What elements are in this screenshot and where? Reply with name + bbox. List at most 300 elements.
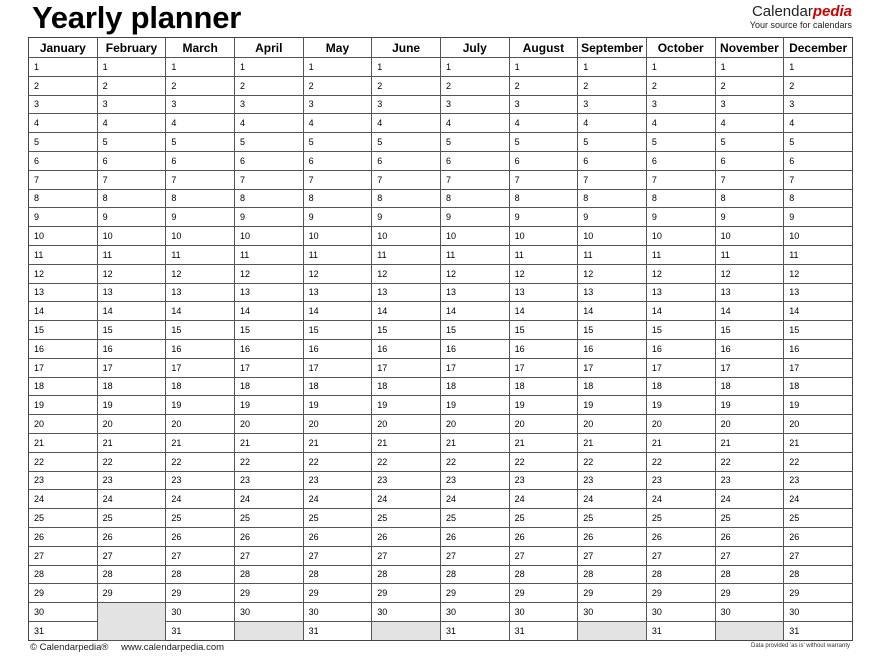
day-cell[interactable]: 23 xyxy=(784,471,853,490)
day-cell[interactable]: 11 xyxy=(29,245,98,264)
day-cell[interactable]: 6 xyxy=(29,151,98,170)
day-cell[interactable]: 14 xyxy=(29,302,98,321)
day-cell[interactable]: 3 xyxy=(166,95,235,114)
day-cell[interactable]: 27 xyxy=(29,546,98,565)
day-cell[interactable]: 15 xyxy=(166,321,235,340)
day-cell[interactable]: 10 xyxy=(715,227,784,246)
day-cell[interactable]: 17 xyxy=(509,358,578,377)
day-cell[interactable]: 2 xyxy=(372,76,441,95)
day-cell[interactable]: 17 xyxy=(303,358,372,377)
day-cell[interactable]: 27 xyxy=(715,546,784,565)
day-cell[interactable]: 18 xyxy=(166,377,235,396)
day-cell[interactable]: 31 xyxy=(784,621,853,640)
day-cell[interactable]: 13 xyxy=(646,283,715,302)
day-cell[interactable]: 25 xyxy=(784,509,853,528)
day-cell[interactable]: 29 xyxy=(440,584,509,603)
day-cell[interactable]: 12 xyxy=(784,264,853,283)
day-cell[interactable]: 25 xyxy=(303,509,372,528)
day-cell[interactable]: 7 xyxy=(372,170,441,189)
day-cell[interactable]: 27 xyxy=(372,546,441,565)
day-cell[interactable]: 22 xyxy=(303,452,372,471)
brand-logo[interactable] xyxy=(750,4,852,30)
day-cell[interactable]: 24 xyxy=(372,490,441,509)
day-cell[interactable]: 4 xyxy=(440,114,509,133)
day-cell[interactable]: 18 xyxy=(234,377,303,396)
day-cell[interactable]: 12 xyxy=(166,264,235,283)
day-cell[interactable]: 28 xyxy=(234,565,303,584)
day-cell[interactable]: 27 xyxy=(509,546,578,565)
day-cell[interactable]: 16 xyxy=(646,339,715,358)
day-cell[interactable]: 1 xyxy=(372,58,441,77)
day-cell[interactable]: 11 xyxy=(715,245,784,264)
day-cell[interactable]: 18 xyxy=(29,377,98,396)
day-cell[interactable]: 13 xyxy=(784,283,853,302)
day-cell[interactable]: 20 xyxy=(372,415,441,434)
day-cell[interactable]: 26 xyxy=(509,527,578,546)
day-cell[interactable]: 7 xyxy=(509,170,578,189)
day-cell[interactable]: 13 xyxy=(372,283,441,302)
day-cell[interactable]: 31 xyxy=(303,621,372,640)
day-cell[interactable]: 27 xyxy=(234,546,303,565)
day-cell[interactable]: 18 xyxy=(646,377,715,396)
day-cell[interactable]: 2 xyxy=(715,76,784,95)
day-cell[interactable]: 28 xyxy=(97,565,166,584)
day-cell[interactable]: 23 xyxy=(578,471,647,490)
day-cell[interactable]: 10 xyxy=(440,227,509,246)
day-cell[interactable]: 8 xyxy=(646,189,715,208)
day-cell[interactable]: 6 xyxy=(97,151,166,170)
day-cell[interactable]: 24 xyxy=(578,490,647,509)
day-cell[interactable]: 29 xyxy=(646,584,715,603)
day-cell[interactable]: 3 xyxy=(715,95,784,114)
day-cell[interactable]: 17 xyxy=(29,358,98,377)
day-cell[interactable]: 11 xyxy=(509,245,578,264)
day-cell[interactable]: 27 xyxy=(646,546,715,565)
day-cell[interactable]: 16 xyxy=(578,339,647,358)
day-cell[interactable]: 10 xyxy=(372,227,441,246)
day-cell[interactable]: 14 xyxy=(715,302,784,321)
day-cell[interactable]: 4 xyxy=(234,114,303,133)
day-cell[interactable]: 21 xyxy=(646,433,715,452)
day-cell[interactable]: 5 xyxy=(97,133,166,152)
day-cell[interactable]: 8 xyxy=(578,189,647,208)
day-cell[interactable]: 5 xyxy=(440,133,509,152)
day-cell[interactable]: 3 xyxy=(303,95,372,114)
day-cell[interactable]: 23 xyxy=(372,471,441,490)
day-cell[interactable]: 6 xyxy=(715,151,784,170)
day-cell[interactable]: 25 xyxy=(715,509,784,528)
day-cell[interactable]: 8 xyxy=(97,189,166,208)
day-cell[interactable]: 7 xyxy=(97,170,166,189)
day-cell[interactable]: 26 xyxy=(372,527,441,546)
day-cell[interactable]: 20 xyxy=(440,415,509,434)
day-cell[interactable]: 10 xyxy=(578,227,647,246)
day-cell[interactable]: 19 xyxy=(440,396,509,415)
day-cell[interactable]: 22 xyxy=(715,452,784,471)
day-cell[interactable]: 29 xyxy=(234,584,303,603)
day-cell[interactable]: 9 xyxy=(784,208,853,227)
day-cell[interactable]: 30 xyxy=(784,603,853,622)
day-cell[interactable]: 10 xyxy=(646,227,715,246)
day-cell[interactable]: 26 xyxy=(715,527,784,546)
day-cell[interactable]: 13 xyxy=(97,283,166,302)
day-cell[interactable]: 25 xyxy=(234,509,303,528)
day-cell[interactable]: 14 xyxy=(166,302,235,321)
day-cell[interactable]: 28 xyxy=(440,565,509,584)
day-cell[interactable]: 2 xyxy=(784,76,853,95)
day-cell[interactable]: 20 xyxy=(166,415,235,434)
day-cell[interactable]: 27 xyxy=(784,546,853,565)
day-cell[interactable]: 19 xyxy=(509,396,578,415)
day-cell[interactable]: 26 xyxy=(578,527,647,546)
day-cell[interactable]: 22 xyxy=(372,452,441,471)
day-cell[interactable]: 19 xyxy=(578,396,647,415)
day-cell[interactable]: 26 xyxy=(97,527,166,546)
day-cell[interactable]: 21 xyxy=(440,433,509,452)
day-cell[interactable]: 1 xyxy=(784,58,853,77)
day-cell[interactable]: 2 xyxy=(646,76,715,95)
day-cell[interactable]: 17 xyxy=(578,358,647,377)
day-cell[interactable]: 17 xyxy=(166,358,235,377)
day-cell[interactable]: 25 xyxy=(578,509,647,528)
day-cell[interactable]: 4 xyxy=(372,114,441,133)
day-cell[interactable]: 21 xyxy=(509,433,578,452)
day-cell[interactable]: 9 xyxy=(97,208,166,227)
day-cell[interactable]: 21 xyxy=(166,433,235,452)
day-cell[interactable]: 14 xyxy=(646,302,715,321)
day-cell[interactable]: 15 xyxy=(646,321,715,340)
day-cell[interactable]: 29 xyxy=(166,584,235,603)
day-cell[interactable]: 9 xyxy=(509,208,578,227)
day-cell[interactable]: 13 xyxy=(29,283,98,302)
day-cell[interactable]: 31 xyxy=(509,621,578,640)
day-cell[interactable]: 24 xyxy=(715,490,784,509)
day-cell[interactable]: 23 xyxy=(509,471,578,490)
day-cell[interactable]: 31 xyxy=(646,621,715,640)
day-cell[interactable]: 9 xyxy=(715,208,784,227)
day-cell[interactable]: 4 xyxy=(784,114,853,133)
day-cell[interactable]: 16 xyxy=(97,339,166,358)
day-cell[interactable]: 3 xyxy=(372,95,441,114)
website-link[interactable]: www.calendarpedia.com xyxy=(121,642,225,653)
day-cell[interactable]: 22 xyxy=(646,452,715,471)
day-cell[interactable]: 30 xyxy=(646,603,715,622)
day-cell[interactable]: 28 xyxy=(646,565,715,584)
day-cell[interactable]: 31 xyxy=(166,621,235,640)
day-cell[interactable]: 28 xyxy=(578,565,647,584)
day-cell[interactable]: 15 xyxy=(29,321,98,340)
day-cell[interactable]: 11 xyxy=(166,245,235,264)
day-cell[interactable]: 24 xyxy=(97,490,166,509)
day-cell[interactable]: 23 xyxy=(646,471,715,490)
day-cell[interactable]: 22 xyxy=(509,452,578,471)
day-cell[interactable]: 28 xyxy=(166,565,235,584)
day-cell[interactable]: 28 xyxy=(784,565,853,584)
day-cell[interactable]: 19 xyxy=(166,396,235,415)
day-cell[interactable]: 11 xyxy=(303,245,372,264)
day-cell[interactable]: 25 xyxy=(372,509,441,528)
day-cell[interactable]: 2 xyxy=(440,76,509,95)
day-cell[interactable]: 9 xyxy=(440,208,509,227)
day-cell[interactable]: 31 xyxy=(29,621,98,640)
day-cell[interactable]: 21 xyxy=(784,433,853,452)
day-cell[interactable]: 10 xyxy=(97,227,166,246)
day-cell[interactable]: 26 xyxy=(646,527,715,546)
day-cell[interactable]: 30 xyxy=(440,603,509,622)
day-cell[interactable]: 15 xyxy=(372,321,441,340)
day-cell[interactable]: 4 xyxy=(303,114,372,133)
day-cell[interactable]: 13 xyxy=(509,283,578,302)
day-cell[interactable]: 3 xyxy=(234,95,303,114)
day-cell[interactable]: 23 xyxy=(715,471,784,490)
day-cell[interactable]: 13 xyxy=(166,283,235,302)
day-cell[interactable]: 22 xyxy=(234,452,303,471)
day-cell[interactable]: 17 xyxy=(715,358,784,377)
day-cell[interactable]: 29 xyxy=(509,584,578,603)
day-cell[interactable]: 6 xyxy=(578,151,647,170)
day-cell[interactable]: 3 xyxy=(97,95,166,114)
day-cell[interactable]: 1 xyxy=(578,58,647,77)
day-cell[interactable]: 27 xyxy=(578,546,647,565)
day-cell[interactable]: 29 xyxy=(784,584,853,603)
day-cell[interactable]: 29 xyxy=(578,584,647,603)
day-cell[interactable]: 2 xyxy=(509,76,578,95)
day-cell[interactable]: 20 xyxy=(303,415,372,434)
day-cell[interactable]: 4 xyxy=(166,114,235,133)
day-cell[interactable]: 26 xyxy=(29,527,98,546)
day-cell[interactable]: 16 xyxy=(166,339,235,358)
day-cell[interactable]: 25 xyxy=(646,509,715,528)
day-cell[interactable]: 25 xyxy=(440,509,509,528)
day-cell[interactable]: 4 xyxy=(578,114,647,133)
day-cell[interactable]: 1 xyxy=(29,58,98,77)
day-cell[interactable]: 8 xyxy=(784,189,853,208)
day-cell[interactable]: 11 xyxy=(372,245,441,264)
day-cell[interactable]: 30 xyxy=(578,603,647,622)
day-cell[interactable]: 16 xyxy=(372,339,441,358)
day-cell[interactable]: 16 xyxy=(440,339,509,358)
day-cell[interactable]: 11 xyxy=(646,245,715,264)
day-cell[interactable]: 25 xyxy=(509,509,578,528)
day-cell[interactable]: 24 xyxy=(440,490,509,509)
day-cell[interactable]: 14 xyxy=(234,302,303,321)
day-cell[interactable]: 22 xyxy=(440,452,509,471)
day-cell[interactable]: 29 xyxy=(29,584,98,603)
day-cell[interactable]: 18 xyxy=(784,377,853,396)
day-cell[interactable]: 19 xyxy=(234,396,303,415)
day-cell[interactable]: 13 xyxy=(234,283,303,302)
day-cell[interactable]: 3 xyxy=(578,95,647,114)
day-cell[interactable]: 16 xyxy=(715,339,784,358)
day-cell[interactable]: 15 xyxy=(234,321,303,340)
day-cell[interactable]: 24 xyxy=(646,490,715,509)
day-cell[interactable]: 14 xyxy=(578,302,647,321)
day-cell[interactable]: 23 xyxy=(440,471,509,490)
day-cell[interactable]: 6 xyxy=(372,151,441,170)
day-cell[interactable]: 28 xyxy=(29,565,98,584)
day-cell[interactable]: 30 xyxy=(29,603,98,622)
day-cell[interactable]: 15 xyxy=(578,321,647,340)
day-cell[interactable]: 7 xyxy=(784,170,853,189)
day-cell[interactable]: 21 xyxy=(372,433,441,452)
day-cell[interactable]: 3 xyxy=(29,95,98,114)
day-cell[interactable]: 7 xyxy=(715,170,784,189)
day-cell[interactable]: 3 xyxy=(509,95,578,114)
day-cell[interactable]: 19 xyxy=(97,396,166,415)
day-cell[interactable]: 31 xyxy=(440,621,509,640)
day-cell[interactable]: 24 xyxy=(29,490,98,509)
day-cell[interactable]: 9 xyxy=(646,208,715,227)
day-cell[interactable]: 5 xyxy=(372,133,441,152)
day-cell[interactable]: 5 xyxy=(715,133,784,152)
day-cell[interactable]: 25 xyxy=(97,509,166,528)
day-cell[interactable]: 28 xyxy=(303,565,372,584)
day-cell[interactable]: 17 xyxy=(646,358,715,377)
day-cell[interactable]: 14 xyxy=(303,302,372,321)
day-cell[interactable]: 7 xyxy=(29,170,98,189)
day-cell[interactable]: 26 xyxy=(784,527,853,546)
day-cell[interactable]: 8 xyxy=(303,189,372,208)
day-cell[interactable]: 9 xyxy=(372,208,441,227)
day-cell[interactable]: 24 xyxy=(509,490,578,509)
day-cell[interactable]: 23 xyxy=(303,471,372,490)
day-cell[interactable]: 30 xyxy=(234,603,303,622)
day-cell[interactable]: 25 xyxy=(29,509,98,528)
day-cell[interactable]: 11 xyxy=(234,245,303,264)
day-cell[interactable]: 18 xyxy=(440,377,509,396)
day-cell[interactable]: 6 xyxy=(234,151,303,170)
day-cell[interactable]: 5 xyxy=(509,133,578,152)
day-cell[interactable]: 19 xyxy=(372,396,441,415)
day-cell[interactable]: 5 xyxy=(784,133,853,152)
day-cell[interactable]: 12 xyxy=(29,264,98,283)
day-cell[interactable]: 22 xyxy=(97,452,166,471)
day-cell[interactable]: 24 xyxy=(303,490,372,509)
day-cell[interactable]: 29 xyxy=(372,584,441,603)
day-cell[interactable]: 11 xyxy=(440,245,509,264)
day-cell[interactable]: 12 xyxy=(578,264,647,283)
day-cell[interactable]: 12 xyxy=(372,264,441,283)
day-cell[interactable]: 12 xyxy=(97,264,166,283)
day-cell[interactable]: 21 xyxy=(97,433,166,452)
day-cell[interactable]: 28 xyxy=(372,565,441,584)
day-cell[interactable]: 6 xyxy=(646,151,715,170)
day-cell[interactable]: 1 xyxy=(303,58,372,77)
day-cell[interactable]: 12 xyxy=(646,264,715,283)
day-cell[interactable]: 14 xyxy=(509,302,578,321)
day-cell[interactable]: 20 xyxy=(784,415,853,434)
day-cell[interactable]: 8 xyxy=(372,189,441,208)
day-cell[interactable]: 15 xyxy=(97,321,166,340)
day-cell[interactable]: 2 xyxy=(234,76,303,95)
day-cell[interactable]: 13 xyxy=(715,283,784,302)
day-cell[interactable]: 20 xyxy=(646,415,715,434)
day-cell[interactable]: 4 xyxy=(97,114,166,133)
day-cell[interactable]: 6 xyxy=(509,151,578,170)
day-cell[interactable]: 29 xyxy=(715,584,784,603)
day-cell[interactable]: 16 xyxy=(29,339,98,358)
day-cell[interactable]: 5 xyxy=(234,133,303,152)
day-cell[interactable]: 10 xyxy=(784,227,853,246)
day-cell[interactable]: 15 xyxy=(440,321,509,340)
day-cell[interactable]: 20 xyxy=(234,415,303,434)
day-cell[interactable]: 8 xyxy=(166,189,235,208)
day-cell[interactable]: 21 xyxy=(578,433,647,452)
day-cell[interactable]: 24 xyxy=(234,490,303,509)
day-cell[interactable]: 1 xyxy=(97,58,166,77)
day-cell[interactable]: 3 xyxy=(784,95,853,114)
day-cell[interactable]: 14 xyxy=(784,302,853,321)
day-cell[interactable]: 15 xyxy=(715,321,784,340)
day-cell[interactable]: 16 xyxy=(784,339,853,358)
day-cell[interactable]: 12 xyxy=(509,264,578,283)
day-cell[interactable]: 23 xyxy=(29,471,98,490)
day-cell[interactable]: 2 xyxy=(303,76,372,95)
day-cell[interactable]: 8 xyxy=(715,189,784,208)
day-cell[interactable]: 18 xyxy=(97,377,166,396)
day-cell[interactable]: 13 xyxy=(440,283,509,302)
day-cell[interactable]: 15 xyxy=(303,321,372,340)
day-cell[interactable]: 2 xyxy=(578,76,647,95)
day-cell[interactable]: 5 xyxy=(303,133,372,152)
day-cell[interactable]: 29 xyxy=(303,584,372,603)
day-cell[interactable]: 5 xyxy=(29,133,98,152)
day-cell[interactable]: 6 xyxy=(784,151,853,170)
day-cell[interactable]: 14 xyxy=(372,302,441,321)
day-cell[interactable]: 26 xyxy=(440,527,509,546)
day-cell[interactable]: 24 xyxy=(166,490,235,509)
day-cell[interactable]: 25 xyxy=(166,509,235,528)
day-cell[interactable]: 4 xyxy=(509,114,578,133)
day-cell[interactable]: 14 xyxy=(97,302,166,321)
day-cell[interactable]: 4 xyxy=(646,114,715,133)
day-cell[interactable]: 12 xyxy=(234,264,303,283)
day-cell[interactable]: 19 xyxy=(784,396,853,415)
day-cell[interactable]: 18 xyxy=(509,377,578,396)
day-cell[interactable]: 7 xyxy=(234,170,303,189)
day-cell[interactable]: 27 xyxy=(440,546,509,565)
day-cell[interactable]: 5 xyxy=(646,133,715,152)
day-cell[interactable]: 16 xyxy=(303,339,372,358)
day-cell[interactable]: 19 xyxy=(29,396,98,415)
day-cell[interactable]: 3 xyxy=(440,95,509,114)
day-cell[interactable]: 8 xyxy=(234,189,303,208)
day-cell[interactable]: 22 xyxy=(29,452,98,471)
day-cell[interactable]: 9 xyxy=(303,208,372,227)
day-cell[interactable]: 13 xyxy=(578,283,647,302)
day-cell[interactable]: 28 xyxy=(715,565,784,584)
day-cell[interactable]: 1 xyxy=(646,58,715,77)
day-cell[interactable]: 11 xyxy=(784,245,853,264)
day-cell[interactable]: 23 xyxy=(234,471,303,490)
day-cell[interactable]: 22 xyxy=(784,452,853,471)
day-cell[interactable]: 7 xyxy=(303,170,372,189)
day-cell[interactable]: 22 xyxy=(578,452,647,471)
day-cell[interactable]: 30 xyxy=(509,603,578,622)
day-cell[interactable]: 19 xyxy=(646,396,715,415)
day-cell[interactable]: 8 xyxy=(29,189,98,208)
day-cell[interactable]: 30 xyxy=(166,603,235,622)
day-cell[interactable]: 3 xyxy=(646,95,715,114)
day-cell[interactable]: 13 xyxy=(303,283,372,302)
day-cell[interactable]: 21 xyxy=(234,433,303,452)
day-cell[interactable]: 9 xyxy=(234,208,303,227)
day-cell[interactable]: 17 xyxy=(234,358,303,377)
day-cell[interactable]: 11 xyxy=(578,245,647,264)
day-cell[interactable]: 1 xyxy=(509,58,578,77)
day-cell[interactable]: 17 xyxy=(440,358,509,377)
day-cell[interactable]: 1 xyxy=(166,58,235,77)
